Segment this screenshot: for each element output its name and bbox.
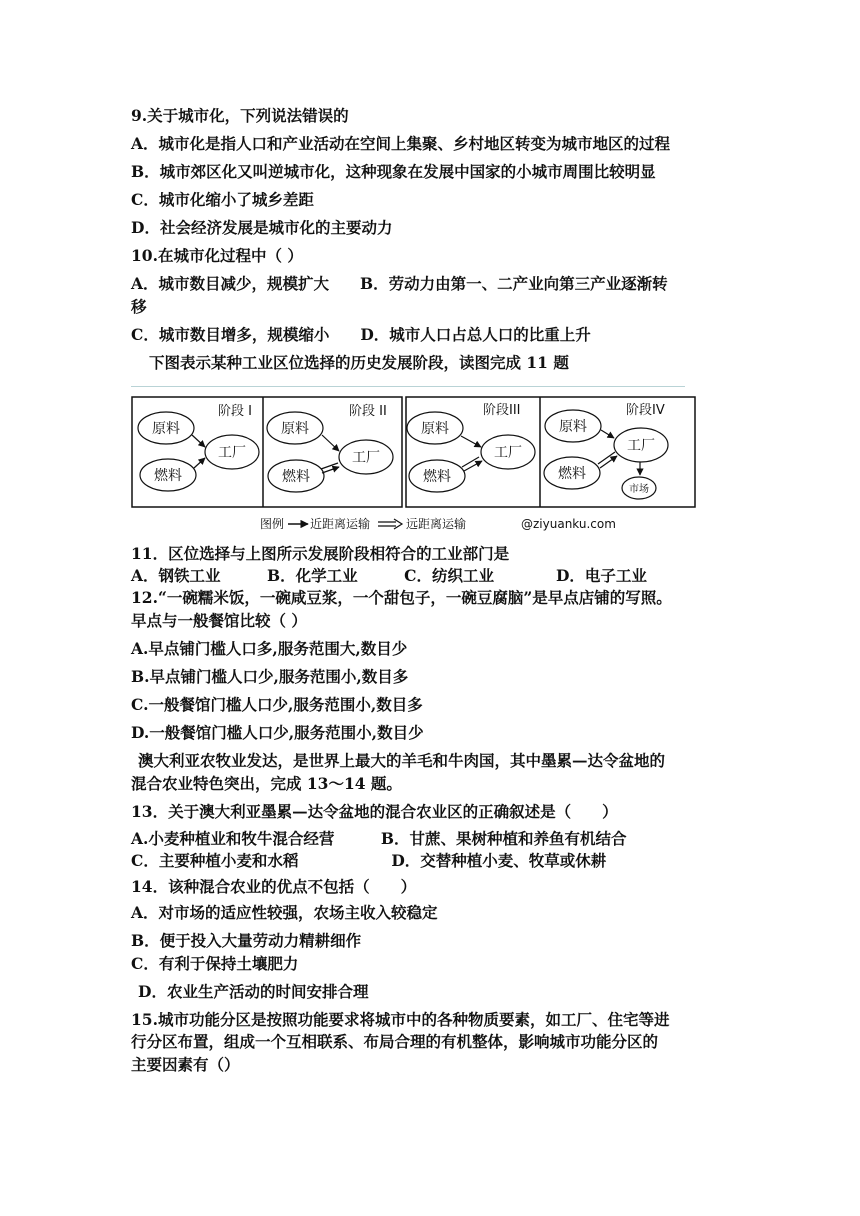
q12-option-b: B.早点铺门槛人口少,服务范围小,数目多 bbox=[131, 667, 409, 686]
legend-far-text: 远距离运输 bbox=[406, 517, 467, 531]
question-15-line2: 行分区布置，组成一个互相联系、布局合理的有机整体，影响城市功能分区的 bbox=[131, 1032, 659, 1051]
stage-3-fuel-text: 燃料 bbox=[423, 469, 451, 485]
stage-1-raw-text: 原料 bbox=[152, 421, 180, 437]
stage-4-label: 阶段IV bbox=[626, 403, 665, 418]
legend-far-arrow bbox=[394, 519, 402, 529]
stage-4-market-text: 市场 bbox=[629, 484, 649, 495]
question-13: 13．关于澳大利亚墨累—达令盆地的混合农业区的正确叙述是（ ） bbox=[131, 802, 618, 821]
question-14: 14．该种混合农业的优点不包括（ ） bbox=[131, 877, 417, 896]
stage-4-fuel-text: 燃料 bbox=[558, 466, 586, 482]
intro-q11: 下图表示某种工业区位选择的历史发展阶段，读图完成 11 题 bbox=[149, 353, 569, 372]
q9-option-c: C．城市化缩小了城乡差距 bbox=[131, 190, 314, 209]
q14-option-d: D．农业生产活动的时间安排合理 bbox=[138, 982, 369, 1001]
q12-option-a: A.早点铺门槛人口多,服务范围大,数目少 bbox=[131, 639, 408, 658]
q14-option-a: A．对市场的适应性较强，农场主收入较稳定 bbox=[131, 903, 438, 922]
question-15-line3: 主要因素有（） bbox=[131, 1055, 240, 1074]
q10-options-cd: C．城市数目增多，规模缩小 D．城市人口占总人口的比重上升 bbox=[131, 325, 591, 344]
stage-1-factory-text: 工厂 bbox=[218, 445, 246, 461]
intro-q13-line1: 澳大利亚农牧业发达，是世界上最大的羊毛和牛肉国，其中墨累—达令盆地的 bbox=[138, 751, 666, 770]
question-15-line1: 15.城市功能分区是按照功能要求将城市中的各种物质要素，如工厂、住宅等进 bbox=[131, 1010, 670, 1029]
question-11: 11．区位选择与上图所示发展阶段相符合的工业部门是 bbox=[131, 544, 510, 563]
q10-options-ab-wrap: 移 bbox=[131, 297, 147, 316]
q13-options-cd: C．主要种植小麦和水稻 D．交替种植小麦、牧草或休耕 bbox=[131, 851, 607, 870]
stage-2-label: 阶段 II bbox=[349, 404, 387, 419]
legend-near-text: 近距离运输 bbox=[310, 517, 371, 531]
q14-option-b: B．便于投入大量劳动力精耕细作 bbox=[131, 931, 362, 950]
q10-options-ab: A．城市数目减少，规模扩大 B．劳动力由第一、二产业向第三产业逐渐转 bbox=[131, 274, 668, 293]
q13-options-ab: A.小麦种植业和牧牛混合经营 B．甘蔗、果树种植和养鱼有机结合 bbox=[131, 829, 627, 848]
stage-1-label: 阶段 I bbox=[218, 404, 252, 419]
stage-4-raw-text: 原料 bbox=[559, 419, 587, 435]
industry-location-diagram bbox=[130, 395, 700, 537]
q9-option-d: D．社会经济发展是城市化的主要动力 bbox=[131, 218, 393, 237]
stage-2-factory-text: 工厂 bbox=[352, 450, 380, 466]
stage-1-fuel-text: 燃料 bbox=[154, 468, 182, 484]
q9-option-b: B．城市郊区化又叫逆城市化，这种现象在发展中国家的小城市周围比较明显 bbox=[131, 162, 656, 181]
q12-option-d: D.一般餐馆门槛人口少,服务范围小,数目少 bbox=[131, 723, 424, 742]
stage-3-factory-text: 工厂 bbox=[494, 445, 522, 461]
watermark: @ziyuanku.com bbox=[521, 517, 616, 531]
q9-option-a: A．城市化是指人口和产业活动在空间上集聚、乡村地区转变为城市地区的过程 bbox=[131, 134, 671, 153]
q11-options: A．钢铁工业 B．化学工业 C．纺织工业 D．电子工业 bbox=[131, 566, 647, 585]
stage-2-raw-text: 原料 bbox=[281, 421, 309, 437]
q12-option-c: C.一般餐馆门槛人口少,服务范围小,数目多 bbox=[131, 695, 423, 714]
stage-3-raw-text: 原料 bbox=[421, 421, 449, 437]
stage-4-factory-text: 工厂 bbox=[627, 438, 655, 454]
q14-option-c: C．有利于保持土壤肥力 bbox=[131, 954, 299, 973]
divider-line bbox=[131, 386, 685, 387]
question-9: 9.关于城市化，下列说法错误的 bbox=[131, 106, 349, 125]
stage-3-label: 阶段III bbox=[483, 403, 521, 418]
question-12-cont: 早点与一般餐馆比较（ ） bbox=[131, 611, 307, 630]
question-12: 12.“一碗糯米饭，一碗咸豆浆，一个甜包子，一碗豆腐脑”是早点店铺的写照。 bbox=[131, 588, 672, 607]
stage-2-fuel-text: 燃料 bbox=[282, 469, 310, 485]
question-10: 10.在城市化过程中（ ） bbox=[131, 246, 303, 265]
intro-q13-line2: 混合农业特色突出，完成 13～14 题。 bbox=[131, 774, 402, 793]
legend-label: 图例 bbox=[260, 517, 285, 531]
